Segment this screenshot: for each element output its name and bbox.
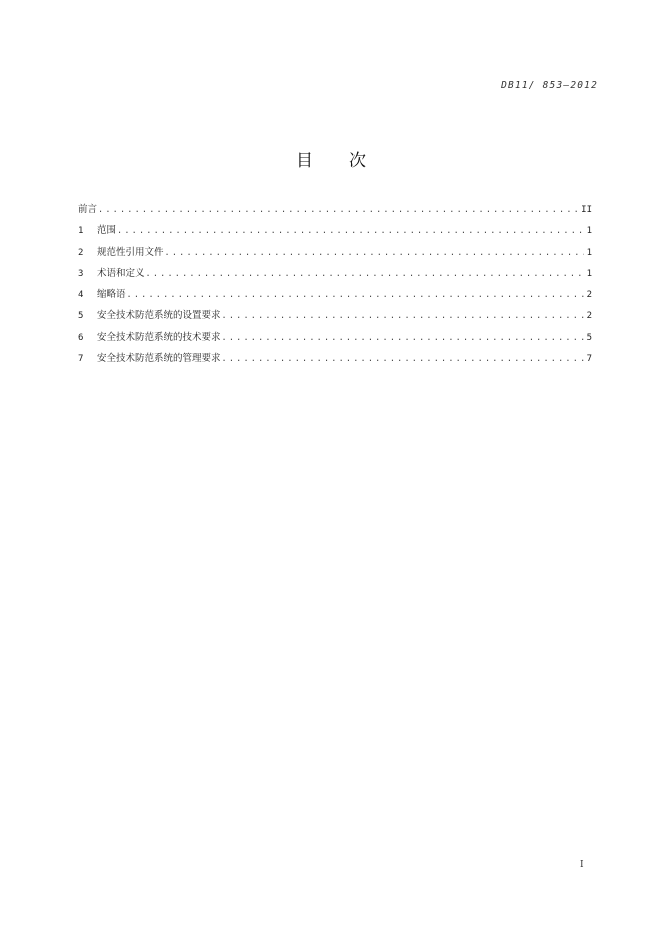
- toc-entry-label: 安全技术防范系统的管理要求: [97, 353, 221, 365]
- toc-leader-dots: [126, 285, 584, 305]
- toc-entry-label: 规范性引用文件: [97, 246, 164, 258]
- toc-leader-dots: [164, 243, 584, 263]
- toc-entry-label: 前言: [78, 204, 98, 215]
- toc-entry-page: II: [581, 205, 592, 215]
- toc-entry-label: 范围: [97, 225, 117, 237]
- toc-entry-setup-requirements[interactable]: [78, 305, 592, 326]
- toc-leader-dots: [97, 200, 578, 220]
- toc-leader-dots: [221, 349, 584, 369]
- page-number: I: [580, 860, 584, 870]
- toc-entry-number: 2: [78, 247, 84, 258]
- toc-entry-label: 术语和定义: [97, 267, 145, 279]
- toc-entry-page: 1: [586, 268, 592, 279]
- toc-entry-number: 7: [78, 354, 84, 365]
- toc-entry-scope[interactable]: [78, 220, 592, 241]
- toc-title: [0, 146, 662, 171]
- toc-entry-technical-requirements[interactable]: [78, 327, 592, 348]
- table-of-contents: [78, 199, 592, 369]
- toc-entry-page: 2: [586, 290, 592, 301]
- toc-entry-label: 安全技术防范系统的设置要求: [97, 310, 221, 322]
- toc-entry-normative-references[interactable]: [78, 242, 592, 263]
- toc-entry-page: 1: [586, 247, 592, 258]
- toc-leader-dots: [221, 328, 584, 348]
- toc-entry-page: 5: [586, 332, 592, 343]
- toc-entry-number: 1: [78, 226, 84, 237]
- toc-entry-page: 7: [586, 354, 592, 365]
- toc-entry-page: 1: [586, 226, 592, 237]
- toc-leader-dots: [221, 306, 584, 326]
- toc-title-char-2: 次: [349, 151, 366, 171]
- toc-entry-number: 6: [78, 332, 84, 343]
- toc-leader-dots: [116, 221, 584, 241]
- document-code: DB11/ 853—2012: [501, 80, 598, 91]
- toc-entry-number: 5: [78, 311, 84, 322]
- toc-entry-management-requirements[interactable]: [78, 348, 592, 369]
- toc-entry-terms-definitions[interactable]: [78, 263, 592, 284]
- toc-entry-label: 缩略语: [97, 289, 126, 301]
- toc-entry-label: 安全技术防范系统的技术要求: [97, 331, 221, 343]
- toc-entry-abbreviations[interactable]: [78, 284, 592, 305]
- toc-entry-foreword[interactable]: [78, 199, 592, 220]
- toc-entry-number: 4: [78, 290, 84, 301]
- toc-entry-page: 2: [586, 311, 592, 322]
- toc-leader-dots: [145, 264, 584, 284]
- toc-title-char-1: 目: [296, 151, 313, 171]
- toc-entry-number: 3: [78, 268, 84, 279]
